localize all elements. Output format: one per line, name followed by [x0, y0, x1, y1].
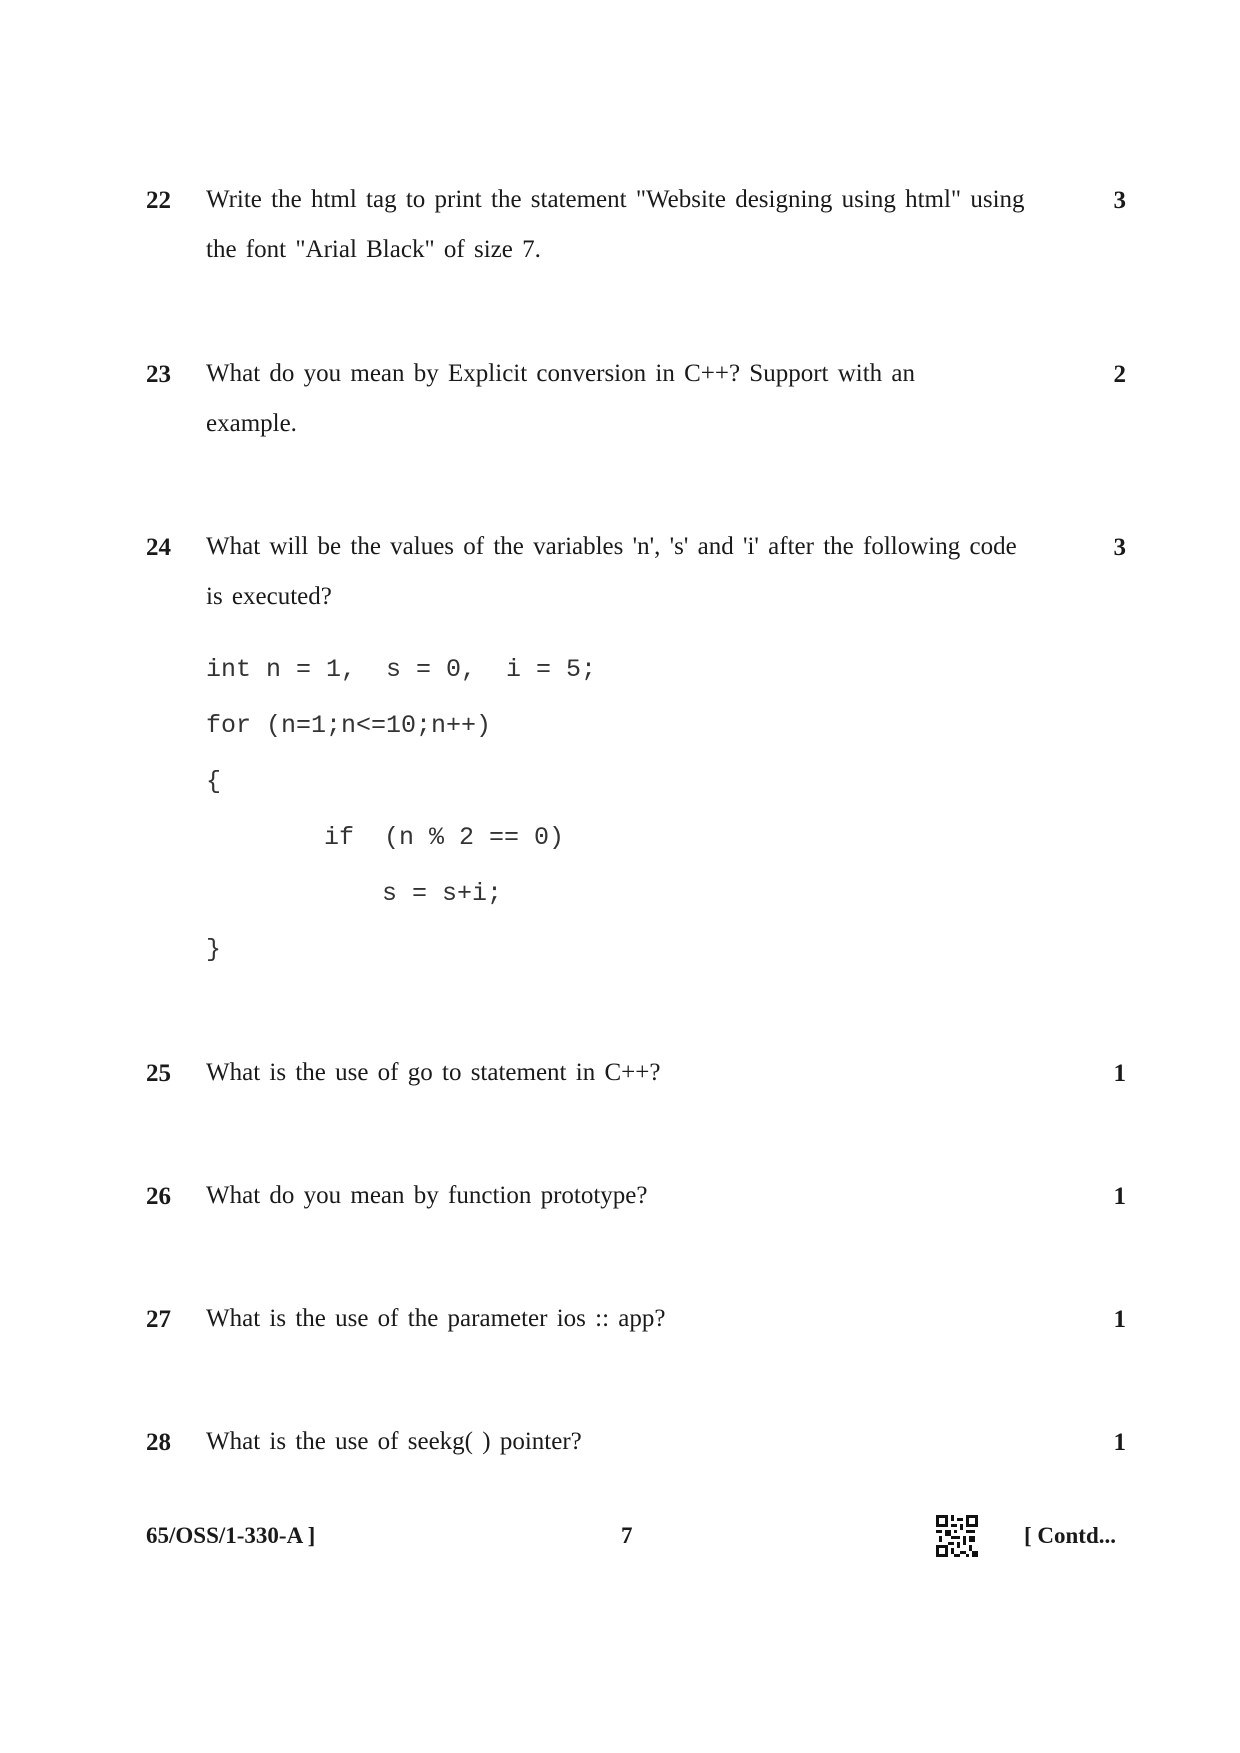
question-marks: 3 [1113, 187, 1126, 214]
question-text: What is the use of go to statement in C++? [206, 1059, 661, 1086]
code-line: int n = 1, s = 0, i = 5; [206, 655, 597, 684]
qr-code-icon [936, 1515, 978, 1557]
question-text: What do you mean by Explicit conversion in C++? Support with an example. [206, 360, 916, 437]
question-text: What do you mean by function prototype? [206, 1182, 648, 1209]
question-text: Write the html tag to print the statement "Website designing using html" using the font "Arial Black" of size 7. [206, 186, 1025, 263]
question-text: What will be the values of the variables 'n', 's' and 'i' after the following code is executed? [206, 533, 1017, 610]
page-footer [146, 1523, 1116, 1563]
question-number: 25 [146, 1060, 171, 1087]
question-number: 22 [146, 187, 171, 214]
question-text: What is the use of the parameter ios :: app? [206, 1305, 666, 1332]
question-number: 27 [146, 1306, 171, 1333]
code-line: { [206, 767, 222, 796]
code-line: } [206, 935, 222, 964]
question-marks: 1 [1113, 1306, 1126, 1333]
question-marks: 3 [1113, 534, 1126, 561]
paper-code: 65/OSS/1-330-A ] [146, 1523, 316, 1548]
question-number: 26 [146, 1183, 171, 1210]
question-text: What is the use of seekg( ) pointer? [206, 1428, 582, 1455]
question-marks: 2 [1113, 361, 1126, 388]
question-number: 23 [146, 361, 171, 388]
code-line: s = s+i; [382, 879, 503, 908]
page-number: 7 [621, 1523, 633, 1548]
question-marks: 1 [1113, 1429, 1126, 1456]
question-marks: 1 [1113, 1183, 1126, 1210]
question-number: 28 [146, 1429, 171, 1456]
question-marks: 1 [1113, 1060, 1126, 1087]
code-line: if (n % 2 == 0) [324, 823, 565, 852]
code-block [206, 655, 597, 964]
question-number: 24 [146, 534, 171, 561]
continued-label: [ Contd... [1023, 1523, 1116, 1548]
code-line: for (n=1;n<=10;n++) [206, 711, 492, 740]
